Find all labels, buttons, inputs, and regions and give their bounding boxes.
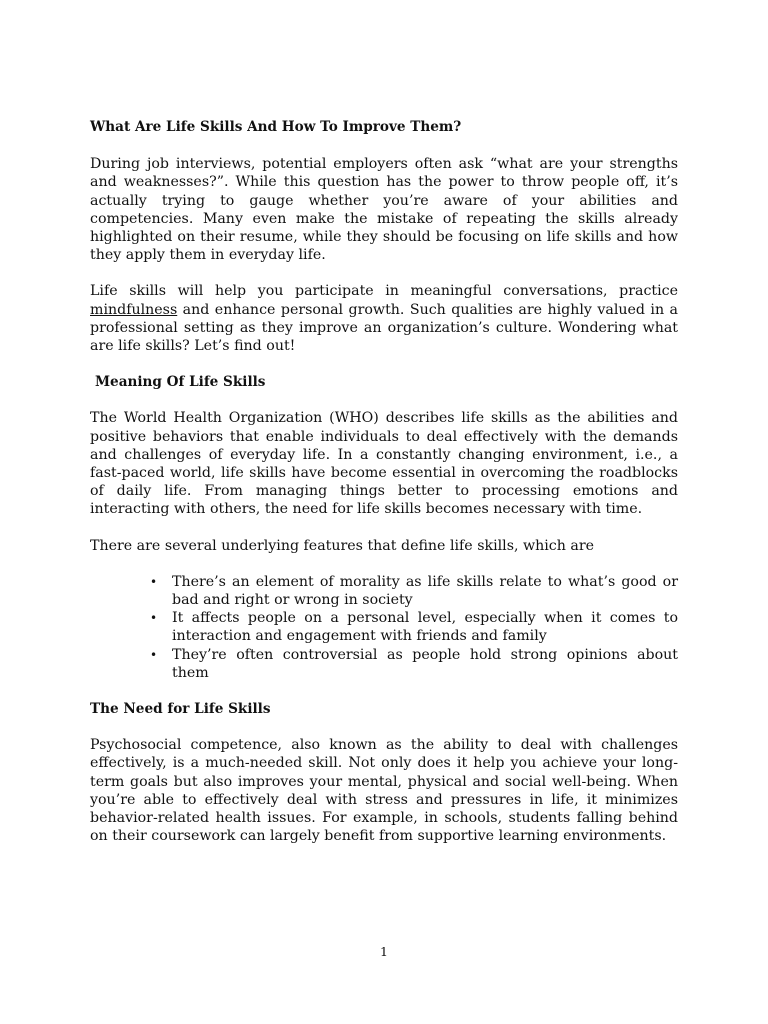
list-item [150,646,678,682]
need-paragraph: Psychosocial competence, also known as the ability to deal with challenges effectively, is a much-needed skill. Not only does it help you achieve your long-term goals but also improves your mental, physical and social well-being. When you’re able to effectively deal with stress and pressures in life, it minimizes behavior-related health issues. For example, in schools, students falling behind on their coursework can largely benefit from supportive learning environments. [90,737,678,845]
features-list [90,573,678,682]
mindfulness-link[interactable]: mindfulness [90,301,178,318]
document-title: What Are Life Skills And How To Improve Them? [90,119,462,135]
second-paragraph-end: and enhance personal growth. Such qualities are highly valued in a professional setting as they improve an organization’s culture. Wondering what are life skills? Let’s find out! [90,301,678,355]
second-paragraph [90,282,678,355]
document-page [90,118,678,864]
page-number: 1 [380,944,388,959]
bullet-icon: • [150,647,158,662]
second-paragraph-start: Life skills will help you participate in meaningful conversations, practice [90,283,678,300]
list-item-text: It affects people on a personal level, especially when it comes to interaction and engagement with friends and family [172,610,678,645]
meaning-heading: Meaning Of Life Skills [95,374,266,391]
list-item [150,573,678,609]
meaning-paragraph: The World Health Organization (WHO) describes life skills as the abilities and positive behaviors that enable individuals to deal effectively with the demands and challenges of everyday life. In a constantly changing environment, i.e., a fast-paced world, life skills have become essential in overcoming the roadblocks of daily life. From managing things better to processing emotions and interacting with others, the need for life skills becomes necessary with time. [90,410,678,518]
intro-paragraph: During job interviews, potential employers often ask “what are your strengths and weaknesses?”. While this question has the power to throw people off, it’s actually trying to gauge whether you’re aware of your abilities and competencies. Many even make the mistake of repeating the skills already highlighted on their resume, while they should be focusing on life skills and how they apply them in everyday life. [90,156,678,264]
list-item-text: There’s an element of morality as life skills relate to what’s good or bad and right or wrong in society [172,573,678,609]
features-intro: There are several underlying features that define life skills, which are [90,537,595,554]
bullet-icon: • [150,611,158,626]
list-item-text: They’re often controversial as people hold strong opinions about them [172,646,678,681]
list-item [150,609,678,645]
bullet-icon: • [150,574,158,589]
need-heading: The Need for Life Skills [90,701,271,718]
